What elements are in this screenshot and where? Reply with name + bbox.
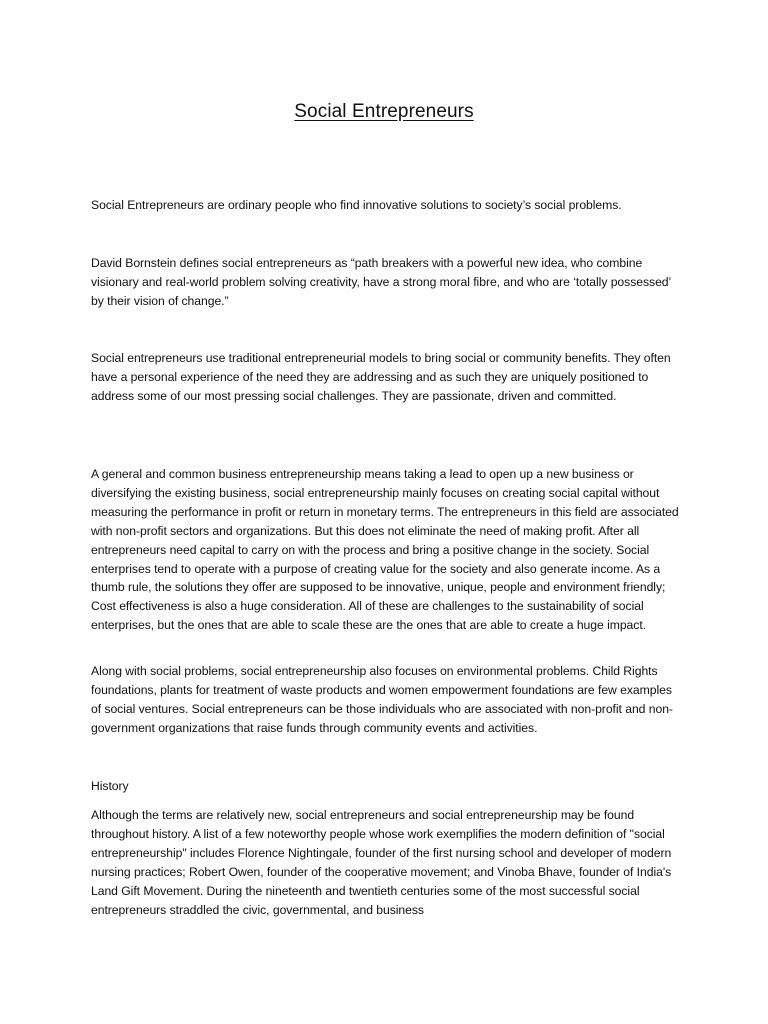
- document-title: Social Entrepreneurs: [294, 101, 474, 122]
- paragraph-traditional-models: Social entrepreneurs use traditional entrepreneurial models to bring social or community benefits. They often have a personal experience of the need they are addressing and as such they are uniquely positioned to address some of our most pressing social challenges. They are passionate, driven and committed.: [91, 351, 671, 403]
- paragraph-business-comparison: A general and common business entrepreneurship means taking a lead to open up a new business or diversifying the existing business, social entrepreneurship mainly focuses on creating social capital without measuring the performance in profit or return in monetary terms. The entrepreneurs in this field are associated with non-profit sectors and organizations. But this does not eliminate the need of making profit. After all entrepreneurs need capital to carry on with the process and bring a positive change in the society. Social enterprises tend to operate with a purpose of creating value for the society and also generate income. As a thumb rule, the solutions they offer are supposed to be innovative, unique, people and environment friendly; Cost effectiveness is also a huge consideration. All of these are challenges to the sustainability of social enterprises, but the ones that are able to scale these are the ones that are able to create a huge impact.: [91, 467, 679, 633]
- paragraph-bornstein-quote: David Bornstein defines social entrepreneurs as “path breakers with a powerful new idea, who combine visionary and real-world problem solving creativity, have a strong moral fibre, and who are ‘totally possessed’ by their vision of change.”: [91, 256, 671, 308]
- paragraph-environmental-problems: Along with social problems, social entrepreneurship also focuses on environmental problems. Child Rights foundations, plants for treatment of waste products and women empowerment foundations are few examples of social ventures. Social entrepreneurs can be those individuals who are associated with non-profit and non-government organizations that raise funds through community events and activities.: [91, 664, 673, 735]
- paragraph-history: Although the terms are relatively new, social entrepreneurs and social entrepreneurship may be found throughout history. A list of a few noteworthy people whose work exemplifies the modern definition of "social entrepreneurship" includes Florence Nightingale, founder of the first nursing school and developer of modern nursing practices; Robert Owen, founder of the cooperative movement; and Vinoba Bhave, founder of India's Land Gift Movement. During the nineteenth and twentieth centuries some of the most successful social entrepreneurs straddled the civic, governmental, and business: [91, 808, 672, 917]
- paragraph-definition: Social Entrepreneurs are ordinary people who find innovative solutions to society’s social problems.: [91, 198, 622, 212]
- section-heading-history: History: [91, 779, 129, 793]
